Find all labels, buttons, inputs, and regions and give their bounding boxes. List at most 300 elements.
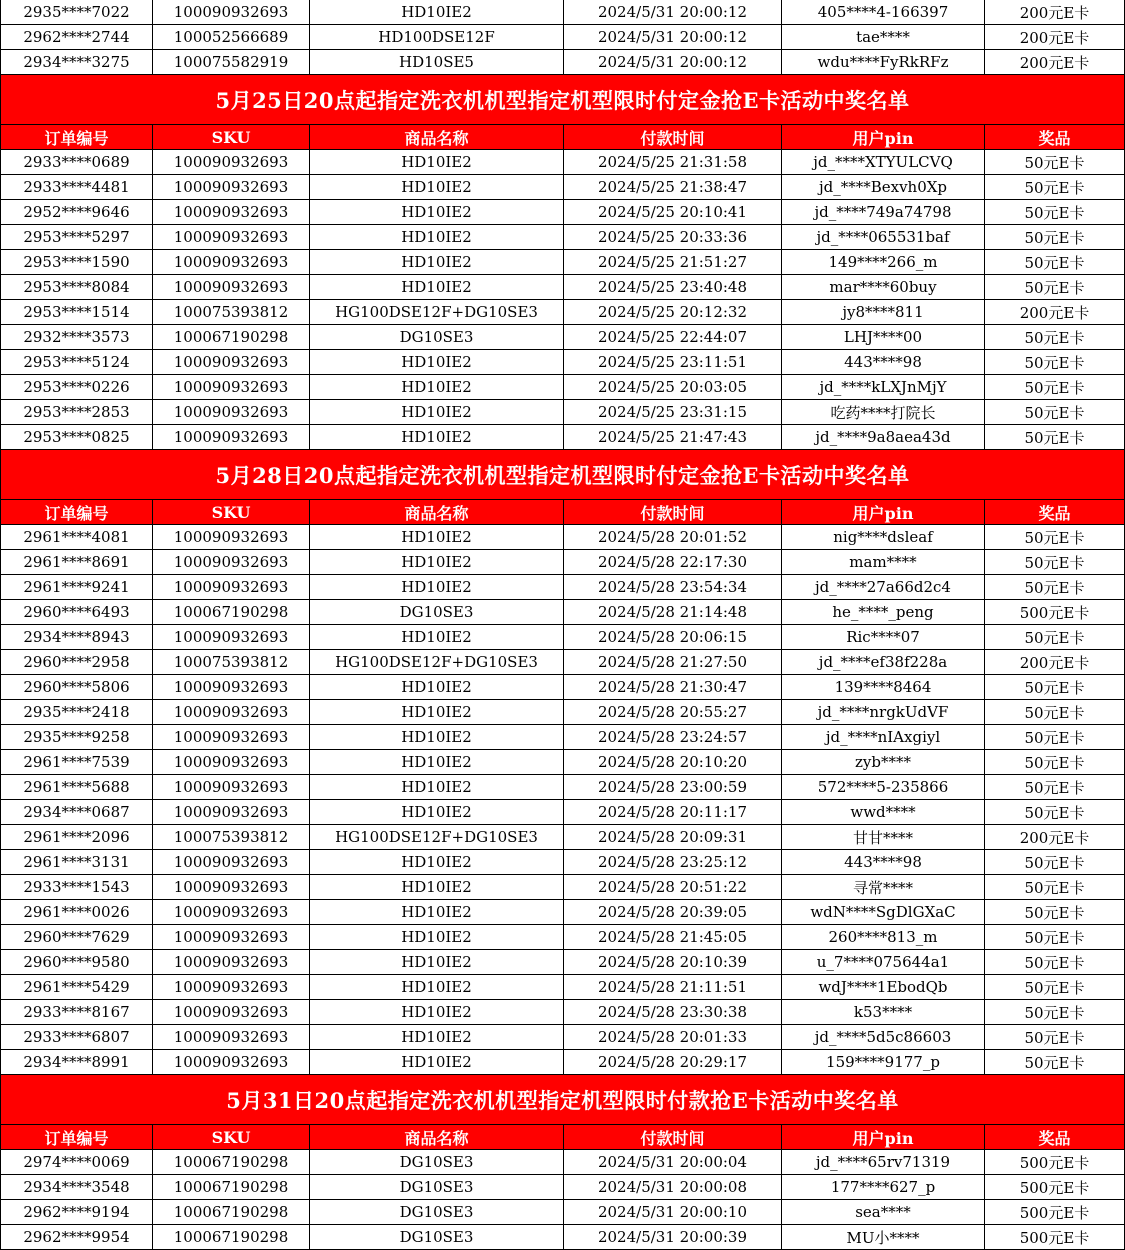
cell-payment-time: 2024/5/25 23:11:51 — [564, 350, 782, 374]
cell-payment-time: 2024/5/31 20:00:10 — [564, 1200, 782, 1224]
cell-prize: 50元E卡 — [985, 700, 1125, 724]
header-sku: SKU — [153, 1125, 310, 1149]
table-row — [0, 525, 1125, 550]
cell-payment-time: 2024/5/31 20:00:08 — [564, 1175, 782, 1199]
cell-sku: 100067190298 — [153, 1150, 310, 1174]
table-row — [0, 675, 1125, 700]
cell-order-number: 2933****4481 — [0, 175, 153, 199]
cell-prize: 500元E卡 — [985, 1175, 1125, 1199]
cell-order-number: 2960****9580 — [0, 950, 153, 974]
cell-product-name: HD10IE2 — [310, 400, 564, 424]
cell-user-pin: jd_****5d5c86603 — [782, 1025, 985, 1049]
table-row — [0, 250, 1125, 275]
cell-sku: 100067190298 — [153, 325, 310, 349]
table-row — [0, 1175, 1125, 1200]
table-row — [0, 950, 1125, 975]
cell-payment-time: 2024/5/31 20:00:12 — [564, 0, 782, 24]
cell-sku: 100067190298 — [153, 1225, 310, 1249]
table-row — [0, 300, 1125, 325]
cell-product-name: HD10IE2 — [310, 225, 564, 249]
cell-sku: 100090932693 — [153, 975, 310, 999]
cell-user-pin: Ric****07 — [782, 625, 985, 649]
table-header-row — [0, 125, 1125, 150]
table-row — [0, 975, 1125, 1000]
table-row — [0, 750, 1125, 775]
cell-user-pin: mar****60buy — [782, 275, 985, 299]
cell-order-number: 2934****3548 — [0, 1175, 153, 1199]
cell-order-number: 2960****2958 — [0, 650, 153, 674]
table-row — [0, 25, 1125, 50]
section-title: 5月25日20点起指定洗衣机机型指定机型限时付定金抢E卡活动中奖名单 — [215, 87, 910, 113]
cell-user-pin: wdJ****1EbodQb — [782, 975, 985, 999]
cell-order-number: 2962****2744 — [0, 25, 153, 49]
table-row — [0, 375, 1125, 400]
header-payment-time: 付款时间 — [564, 1125, 782, 1149]
cell-user-pin: jd_****Bexvh0Xp — [782, 175, 985, 199]
cell-user-pin: 177****627_p — [782, 1175, 985, 1199]
cell-product-name: HG100DSE12F+DG10SE3 — [310, 300, 564, 324]
header-order-number: 订单编号 — [0, 500, 153, 524]
cell-product-name: DG10SE3 — [310, 1150, 564, 1174]
cell-payment-time: 2024/5/25 20:33:36 — [564, 225, 782, 249]
table-row — [0, 900, 1125, 925]
cell-sku: 100067190298 — [153, 1200, 310, 1224]
header-product-name: 商品名称 — [310, 500, 564, 524]
cell-user-pin: wwd**** — [782, 800, 985, 824]
cell-payment-time: 2024/5/31 20:00:04 — [564, 1150, 782, 1174]
cell-order-number: 2935****2418 — [0, 700, 153, 724]
cell-payment-time: 2024/5/28 21:30:47 — [564, 675, 782, 699]
cell-product-name: HD10IE2 — [310, 675, 564, 699]
table-row — [0, 50, 1125, 75]
cell-product-name: DG10SE3 — [310, 600, 564, 624]
cell-prize: 200元E卡 — [985, 0, 1125, 24]
table-row — [0, 325, 1125, 350]
cell-payment-time: 2024/5/25 21:47:43 — [564, 425, 782, 449]
cell-payment-time: 2024/5/28 20:55:27 — [564, 700, 782, 724]
cell-product-name: DG10SE3 — [310, 325, 564, 349]
cell-prize: 200元E卡 — [985, 50, 1125, 74]
table-row — [0, 925, 1125, 950]
cell-user-pin: jd_****749a74798 — [782, 200, 985, 224]
cell-payment-time: 2024/5/28 23:24:57 — [564, 725, 782, 749]
cell-prize: 50元E卡 — [985, 275, 1125, 299]
cell-product-name: HD10IE2 — [310, 925, 564, 949]
cell-user-pin: jd_****kLXJnMjY — [782, 375, 985, 399]
cell-prize: 50元E卡 — [985, 1025, 1125, 1049]
cell-user-pin: wdN****SgDlGXaC — [782, 900, 985, 924]
cell-payment-time: 2024/5/28 23:30:38 — [564, 1000, 782, 1024]
cell-prize: 50元E卡 — [985, 400, 1125, 424]
cell-product-name: HD10IE2 — [310, 575, 564, 599]
cell-sku: 100090932693 — [153, 175, 310, 199]
cell-order-number: 2953****5297 — [0, 225, 153, 249]
cell-order-number: 2962****9194 — [0, 1200, 153, 1224]
cell-order-number: 2961****8691 — [0, 550, 153, 574]
cell-payment-time: 2024/5/28 21:11:51 — [564, 975, 782, 999]
cell-sku: 100090932693 — [153, 775, 310, 799]
cell-user-pin: zyb**** — [782, 750, 985, 774]
table-row — [0, 850, 1125, 875]
cell-prize: 50元E卡 — [985, 775, 1125, 799]
cell-prize: 50元E卡 — [985, 175, 1125, 199]
cell-sku: 100075393812 — [153, 300, 310, 324]
cell-product-name: HD10IE2 — [310, 775, 564, 799]
header-sku: SKU — [153, 500, 310, 524]
cell-user-pin: jd_****065531baf — [782, 225, 985, 249]
cell-payment-time: 2024/5/28 22:17:30 — [564, 550, 782, 574]
cell-user-pin: he_****_peng — [782, 600, 985, 624]
cell-payment-time: 2024/5/25 23:40:48 — [564, 275, 782, 299]
header-user-pin: 用户pin — [782, 125, 985, 149]
cell-user-pin: jd_****27a66d2c4 — [782, 575, 985, 599]
cell-prize: 50元E卡 — [985, 950, 1125, 974]
table-row — [0, 775, 1125, 800]
table-row — [0, 425, 1125, 450]
cell-order-number: 2953****1590 — [0, 250, 153, 274]
cell-sku: 100067190298 — [153, 600, 310, 624]
header-order-number: 订单编号 — [0, 125, 153, 149]
cell-product-name: HG100DSE12F+DG10SE3 — [310, 650, 564, 674]
cell-product-name: HD10IE2 — [310, 1000, 564, 1024]
cell-payment-time: 2024/5/28 23:54:34 — [564, 575, 782, 599]
cell-user-pin: u_7****075644a1 — [782, 950, 985, 974]
cell-product-name: HD10IE2 — [310, 700, 564, 724]
cell-payment-time: 2024/5/28 23:25:12 — [564, 850, 782, 874]
cell-order-number: 2934****8943 — [0, 625, 153, 649]
cell-sku: 100090932693 — [153, 550, 310, 574]
cell-sku: 100052566689 — [153, 25, 310, 49]
cell-sku: 100090932693 — [153, 575, 310, 599]
cell-order-number: 2953****8084 — [0, 275, 153, 299]
table-row — [0, 550, 1125, 575]
cell-prize: 50元E卡 — [985, 800, 1125, 824]
cell-payment-time: 2024/5/28 20:10:20 — [564, 750, 782, 774]
cell-sku: 100090932693 — [153, 950, 310, 974]
cell-product-name: HD10IE2 — [310, 275, 564, 299]
cell-prize: 50元E卡 — [985, 225, 1125, 249]
header-prize: 奖品 — [985, 125, 1125, 149]
cell-sku: 100090932693 — [153, 675, 310, 699]
header-product-name: 商品名称 — [310, 1125, 564, 1149]
header-user-pin: 用户pin — [782, 1125, 985, 1149]
cell-sku: 100090932693 — [153, 425, 310, 449]
cell-payment-time: 2024/5/28 20:51:22 — [564, 875, 782, 899]
cell-user-pin: 159****9177_p — [782, 1050, 985, 1074]
cell-product-name: HD10IE2 — [310, 175, 564, 199]
cell-user-pin: jd_****65rv71319 — [782, 1150, 985, 1174]
cell-product-name: HD10IE2 — [310, 0, 564, 24]
cell-product-name: HG100DSE12F+DG10SE3 — [310, 825, 564, 849]
table-row — [0, 1050, 1125, 1075]
cell-payment-time: 2024/5/25 21:38:47 — [564, 175, 782, 199]
cell-user-pin: tae**** — [782, 25, 985, 49]
cell-sku: 100090932693 — [153, 0, 310, 24]
table-row — [0, 200, 1125, 225]
cell-payment-time: 2024/5/28 20:09:31 — [564, 825, 782, 849]
cell-payment-time: 2024/5/28 20:29:17 — [564, 1050, 782, 1074]
cell-user-pin: 405****4-166397 — [782, 0, 985, 24]
cell-payment-time: 2024/5/28 20:06:15 — [564, 625, 782, 649]
cell-user-pin: 吃药****打院长 — [782, 400, 985, 424]
cell-user-pin: nig****dsleaf — [782, 525, 985, 549]
cell-payment-time: 2024/5/25 23:31:15 — [564, 400, 782, 424]
cell-product-name: HD10IE2 — [310, 150, 564, 174]
header-payment-time: 付款时间 — [564, 125, 782, 149]
cell-prize: 50元E卡 — [985, 375, 1125, 399]
cell-prize: 50元E卡 — [985, 875, 1125, 899]
cell-order-number: 2953****1514 — [0, 300, 153, 324]
cell-order-number: 2961****0026 — [0, 900, 153, 924]
table-row — [0, 1225, 1125, 1250]
cell-user-pin: 260****813_m — [782, 925, 985, 949]
cell-order-number: 2961****9241 — [0, 575, 153, 599]
table-row — [0, 225, 1125, 250]
cell-product-name: HD10IE2 — [310, 900, 564, 924]
cell-prize: 200元E卡 — [985, 25, 1125, 49]
cell-payment-time: 2024/5/25 21:51:27 — [564, 250, 782, 274]
cell-prize: 50元E卡 — [985, 150, 1125, 174]
cell-user-pin: sea**** — [782, 1200, 985, 1224]
cell-payment-time: 2024/5/31 20:00:12 — [564, 25, 782, 49]
cell-prize: 500元E卡 — [985, 600, 1125, 624]
cell-sku: 100090932693 — [153, 875, 310, 899]
cell-sku: 100090932693 — [153, 275, 310, 299]
cell-sku: 100090932693 — [153, 200, 310, 224]
cell-prize: 50元E卡 — [985, 350, 1125, 374]
table-row — [0, 700, 1125, 725]
table-row — [0, 575, 1125, 600]
section-title-bar — [0, 450, 1125, 500]
cell-product-name: HD10IE2 — [310, 350, 564, 374]
cell-prize: 50元E卡 — [985, 575, 1125, 599]
cell-sku: 100090932693 — [153, 400, 310, 424]
cell-sku: 100067190298 — [153, 1175, 310, 1199]
cell-order-number: 2935****7022 — [0, 0, 153, 24]
cell-user-pin: jd_****ef38f228a — [782, 650, 985, 674]
header-payment-time: 付款时间 — [564, 500, 782, 524]
cell-product-name: DG10SE3 — [310, 1225, 564, 1249]
cell-order-number: 2934****8991 — [0, 1050, 153, 1074]
cell-payment-time: 2024/5/28 20:10:39 — [564, 950, 782, 974]
cell-prize: 50元E卡 — [985, 250, 1125, 274]
cell-prize: 50元E卡 — [985, 1050, 1125, 1074]
cell-payment-time: 2024/5/28 20:01:52 — [564, 525, 782, 549]
cell-user-pin: 443****98 — [782, 850, 985, 874]
header-product-name: 商品名称 — [310, 125, 564, 149]
cell-user-pin: mam**** — [782, 550, 985, 574]
header-prize: 奖品 — [985, 500, 1125, 524]
cell-sku: 100090932693 — [153, 1050, 310, 1074]
cell-user-pin: wdu****FyRkRFz — [782, 50, 985, 74]
cell-user-pin: 甘甘**** — [782, 825, 985, 849]
cell-prize: 50元E卡 — [985, 675, 1125, 699]
cell-order-number: 2961****3131 — [0, 850, 153, 874]
table-row — [0, 175, 1125, 200]
cell-order-number: 2962****9954 — [0, 1225, 153, 1249]
cell-product-name: HD10IE2 — [310, 800, 564, 824]
cell-sku: 100090932693 — [153, 1025, 310, 1049]
cell-payment-time: 2024/5/31 20:00:39 — [564, 1225, 782, 1249]
cell-user-pin: 149****266_m — [782, 250, 985, 274]
cell-prize: 200元E卡 — [985, 650, 1125, 674]
cell-prize: 50元E卡 — [985, 550, 1125, 574]
cell-user-pin: MU小**** — [782, 1225, 985, 1249]
header-user-pin: 用户pin — [782, 500, 985, 524]
cell-sku: 100090932693 — [153, 900, 310, 924]
cell-sku: 100090932693 — [153, 725, 310, 749]
cell-prize: 50元E卡 — [985, 925, 1125, 949]
cell-payment-time: 2024/5/28 20:11:17 — [564, 800, 782, 824]
cell-prize: 50元E卡 — [985, 325, 1125, 349]
cell-user-pin: jd_****9a8aea43d — [782, 425, 985, 449]
cell-prize: 50元E卡 — [985, 525, 1125, 549]
cell-order-number: 2952****9646 — [0, 200, 153, 224]
cell-user-pin: jd_****XTYULCVQ — [782, 150, 985, 174]
table-row — [0, 400, 1125, 425]
header-order-number: 订单编号 — [0, 1125, 153, 1149]
section-title: 5月28日20点起指定洗衣机机型指定机型限时付定金抢E卡活动中奖名单 — [215, 462, 910, 488]
cell-payment-time: 2024/5/25 22:44:07 — [564, 325, 782, 349]
table-row — [0, 625, 1125, 650]
section-title: 5月31日20点起指定洗衣机机型指定机型限时付款抢E卡活动中奖名单 — [226, 1087, 899, 1113]
cell-prize: 50元E卡 — [985, 625, 1125, 649]
cell-order-number: 2933****8167 — [0, 1000, 153, 1024]
cell-sku: 100090932693 — [153, 850, 310, 874]
section-title-bar — [0, 75, 1125, 125]
cell-sku: 100090932693 — [153, 800, 310, 824]
table-row — [0, 350, 1125, 375]
cell-user-pin: k53**** — [782, 1000, 985, 1024]
table-row — [0, 1025, 1125, 1050]
table-row — [0, 800, 1125, 825]
cell-user-pin: 572****5-235866 — [782, 775, 985, 799]
cell-sku: 100075393812 — [153, 825, 310, 849]
cell-prize: 500元E卡 — [985, 1150, 1125, 1174]
header-prize: 奖品 — [985, 1125, 1125, 1149]
cell-product-name: HD10IE2 — [310, 625, 564, 649]
cell-sku: 100090932693 — [153, 750, 310, 774]
cell-order-number: 2933****1543 — [0, 875, 153, 899]
section-title-bar — [0, 1075, 1125, 1125]
cell-product-name: HD10IE2 — [310, 200, 564, 224]
cell-product-name: HD10IE2 — [310, 525, 564, 549]
cell-sku: 100090932693 — [153, 525, 310, 549]
cell-sku: 100090932693 — [153, 625, 310, 649]
table-row — [0, 825, 1125, 850]
cell-sku: 100090932693 — [153, 225, 310, 249]
table-row — [0, 150, 1125, 175]
cell-user-pin: 443****98 — [782, 350, 985, 374]
table-row — [0, 275, 1125, 300]
cell-user-pin: jd_****nrgkUdVF — [782, 700, 985, 724]
cell-product-name: HD10IE2 — [310, 975, 564, 999]
cell-order-number: 2953****5124 — [0, 350, 153, 374]
table-row — [0, 0, 1125, 25]
cell-product-name: HD10IE2 — [310, 550, 564, 574]
cell-product-name: HD10IE2 — [310, 725, 564, 749]
cell-user-pin: jy8****811 — [782, 300, 985, 324]
cell-prize: 200元E卡 — [985, 825, 1125, 849]
cell-sku: 100090932693 — [153, 375, 310, 399]
cell-prize: 500元E卡 — [985, 1200, 1125, 1224]
cell-order-number: 2953****0825 — [0, 425, 153, 449]
cell-product-name: HD10SE5 — [310, 50, 564, 74]
cell-sku: 100090932693 — [153, 1000, 310, 1024]
cell-payment-time: 2024/5/31 20:00:12 — [564, 50, 782, 74]
cell-prize: 500元E卡 — [985, 1225, 1125, 1249]
cell-payment-time: 2024/5/25 20:03:05 — [564, 375, 782, 399]
cell-order-number: 2961****7539 — [0, 750, 153, 774]
table-row — [0, 600, 1125, 625]
cell-user-pin: LHJ****00 — [782, 325, 985, 349]
cell-user-pin: 寻常**** — [782, 875, 985, 899]
cell-product-name: HD10IE2 — [310, 750, 564, 774]
cell-prize: 50元E卡 — [985, 975, 1125, 999]
cell-payment-time: 2024/5/28 20:39:05 — [564, 900, 782, 924]
cell-prize: 50元E卡 — [985, 725, 1125, 749]
cell-prize: 50元E卡 — [985, 1000, 1125, 1024]
cell-payment-time: 2024/5/28 21:45:05 — [564, 925, 782, 949]
cell-payment-time: 2024/5/28 23:00:59 — [564, 775, 782, 799]
cell-product-name: HD10IE2 — [310, 850, 564, 874]
table-row — [0, 650, 1125, 675]
table-row — [0, 875, 1125, 900]
cell-product-name: DG10SE3 — [310, 1175, 564, 1199]
cell-prize: 50元E卡 — [985, 425, 1125, 449]
cell-sku: 100090932693 — [153, 350, 310, 374]
cell-payment-time: 2024/5/25 20:12:32 — [564, 300, 782, 324]
cell-sku: 100090932693 — [153, 925, 310, 949]
table-header-row — [0, 1125, 1125, 1150]
table-row — [0, 1150, 1125, 1175]
cell-user-pin: jd_****nIAxgiyl — [782, 725, 985, 749]
cell-user-pin: 139****8464 — [782, 675, 985, 699]
table-row — [0, 1200, 1125, 1225]
cell-sku: 100090932693 — [153, 250, 310, 274]
cell-order-number: 2953****2853 — [0, 400, 153, 424]
cell-prize: 50元E卡 — [985, 900, 1125, 924]
cell-payment-time: 2024/5/28 20:01:33 — [564, 1025, 782, 1049]
cell-product-name: HD10IE2 — [310, 250, 564, 274]
cell-order-number: 2933****0689 — [0, 150, 153, 174]
cell-order-number: 2953****0226 — [0, 375, 153, 399]
cell-payment-time: 2024/5/25 20:10:41 — [564, 200, 782, 224]
cell-sku: 100075582919 — [153, 50, 310, 74]
cell-order-number: 2960****6493 — [0, 600, 153, 624]
cell-prize: 50元E卡 — [985, 200, 1125, 224]
cell-order-number: 2961****5429 — [0, 975, 153, 999]
cell-product-name: HD10IE2 — [310, 375, 564, 399]
cell-product-name: HD10IE2 — [310, 1025, 564, 1049]
table-header-row — [0, 500, 1125, 525]
cell-product-name: HD10IE2 — [310, 875, 564, 899]
cell-order-number: 2932****3573 — [0, 325, 153, 349]
table-row — [0, 1000, 1125, 1025]
cell-order-number: 2974****0069 — [0, 1150, 153, 1174]
cell-order-number: 2960****7629 — [0, 925, 153, 949]
cell-product-name: HD100DSE12F — [310, 25, 564, 49]
cell-payment-time: 2024/5/25 21:31:58 — [564, 150, 782, 174]
cell-payment-time: 2024/5/28 21:27:50 — [564, 650, 782, 674]
cell-order-number: 2934****0687 — [0, 800, 153, 824]
cell-prize: 50元E卡 — [985, 850, 1125, 874]
header-sku: SKU — [153, 125, 310, 149]
cell-order-number: 2961****5688 — [0, 775, 153, 799]
table-row — [0, 725, 1125, 750]
cell-prize: 50元E卡 — [985, 750, 1125, 774]
cell-order-number: 2933****6807 — [0, 1025, 153, 1049]
